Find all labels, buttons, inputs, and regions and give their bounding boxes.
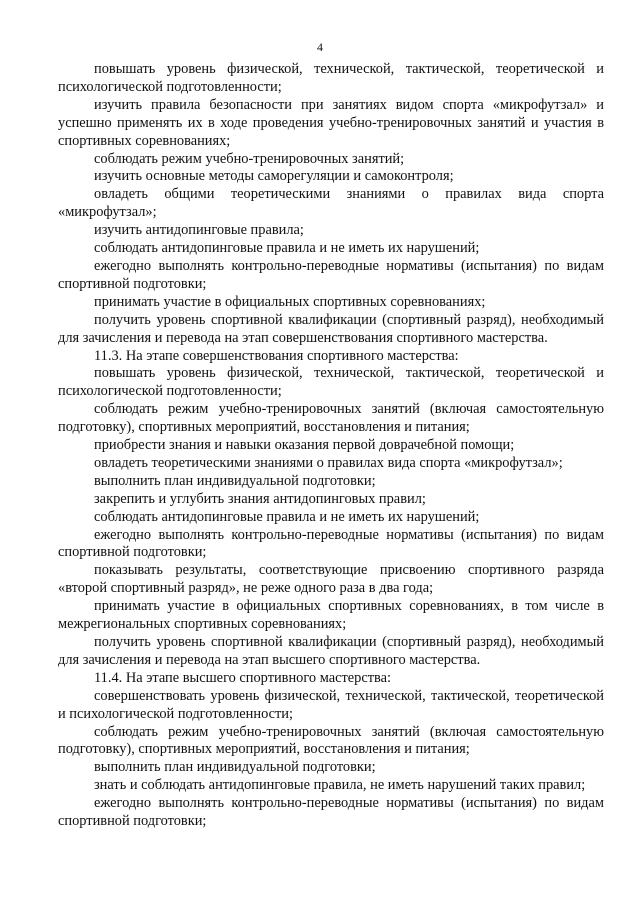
paragraph: получить уровень спортивной квалификации (спортивный разряд), необходимый для зачисления и перевода на этап высшего спортивного мастерства. bbox=[58, 634, 604, 668]
paragraph: соблюдать режим учебно-тренировочных занятий; bbox=[94, 150, 405, 167]
paragraph: соблюдать антидопинговые правила и не иметь их нарушений; bbox=[94, 240, 480, 257]
paragraph: овладеть общими теоретическими знаниями о правилах вида спорта «микрофутзал»; bbox=[58, 186, 604, 221]
paragraph: приобрести знания и навыки оказания первой доврачебной помощи; bbox=[94, 437, 515, 454]
paragraph: изучить правила безопасности при занятиях видом спорта «микрофутзал» и успешно применять их в ходе проведения учебно-тренировочных занятий и участия в спортивных соревнованиях; bbox=[58, 96, 604, 149]
paragraph: ежегодно выполнять контрольно-переводные нормативы (испытания) по видам спортивной подготовки; bbox=[58, 257, 604, 292]
paragraph: закрепить и углубить знания антидопинговых правил; bbox=[94, 490, 426, 507]
paragraph: соблюдать режим учебно-тренировочных занятий (включая самостоятельную подготовку), спортивных мероприятий, восстановления и питания; bbox=[58, 401, 604, 436]
paragraph: ежегодно выполнять контрольно-переводные нормативы (испытания) по видам спортивной подготовки; bbox=[58, 526, 604, 561]
paragraph: изучить антидопинговые правила; bbox=[94, 222, 304, 239]
paragraph: изучить основные методы саморегуляции и самоконтроля; bbox=[94, 168, 454, 185]
paragraph: знать и соблюдать антидопинговые правила, не иметь нарушений таких правил; bbox=[94, 777, 586, 794]
paragraph: ежегодно выполнять контрольно-переводные нормативы (испытания) по видам спортивной подготовки; bbox=[58, 795, 604, 830]
section-heading: 11.3. На этапе совершенствования спортивного мастерства: bbox=[94, 347, 459, 364]
paragraph: повышать уровень физической, технической, тактической, теоретической и психологической подготовленности; bbox=[58, 365, 604, 400]
paragraph: получить уровень спортивной квалификации (спортивный разряд), необходимый для зачисления и перевода на этап совершенствования спортивного мастерства. bbox=[58, 311, 604, 346]
paragraph: соблюдать режим учебно-тренировочных занятий (включая самостоятельную подготовку), спортивных мероприятий, восстановления и питания; bbox=[58, 723, 604, 758]
paragraph: выполнить план индивидуальной подготовки; bbox=[94, 472, 376, 489]
section-heading: 11.4. На этапе высшего спортивного мастерства: bbox=[94, 669, 392, 686]
page-number: 4 bbox=[317, 40, 323, 54]
paragraph: повышать уровень физической, технической, тактической, теоретической и психологической подготовленности; bbox=[58, 61, 604, 95]
paragraph: принимать участие в официальных спортивных соревнованиях; bbox=[94, 293, 486, 310]
paragraph: выполнить план индивидуальной подготовки; bbox=[94, 759, 376, 776]
document-body bbox=[58, 61, 604, 831]
paragraph: совершенствовать уровень физической, технической, тактической, теоретической и психологической подготовленности; bbox=[58, 687, 604, 722]
paragraph: показывать результаты, соответствующие присвоению спортивного разряда «второй спортивный разряд», не реже одного раза в два года; bbox=[58, 562, 604, 597]
paragraph: соблюдать антидопинговые правила и не иметь их нарушений; bbox=[94, 508, 480, 525]
paragraph: принимать участие в официальных спортивных соревнованиях, в том числе в межрегиональных спортивных соревнованиях; bbox=[58, 598, 604, 633]
paragraph: овладеть теоретическими знаниями о правилах вида спорта «микрофутзал»; bbox=[94, 454, 563, 471]
